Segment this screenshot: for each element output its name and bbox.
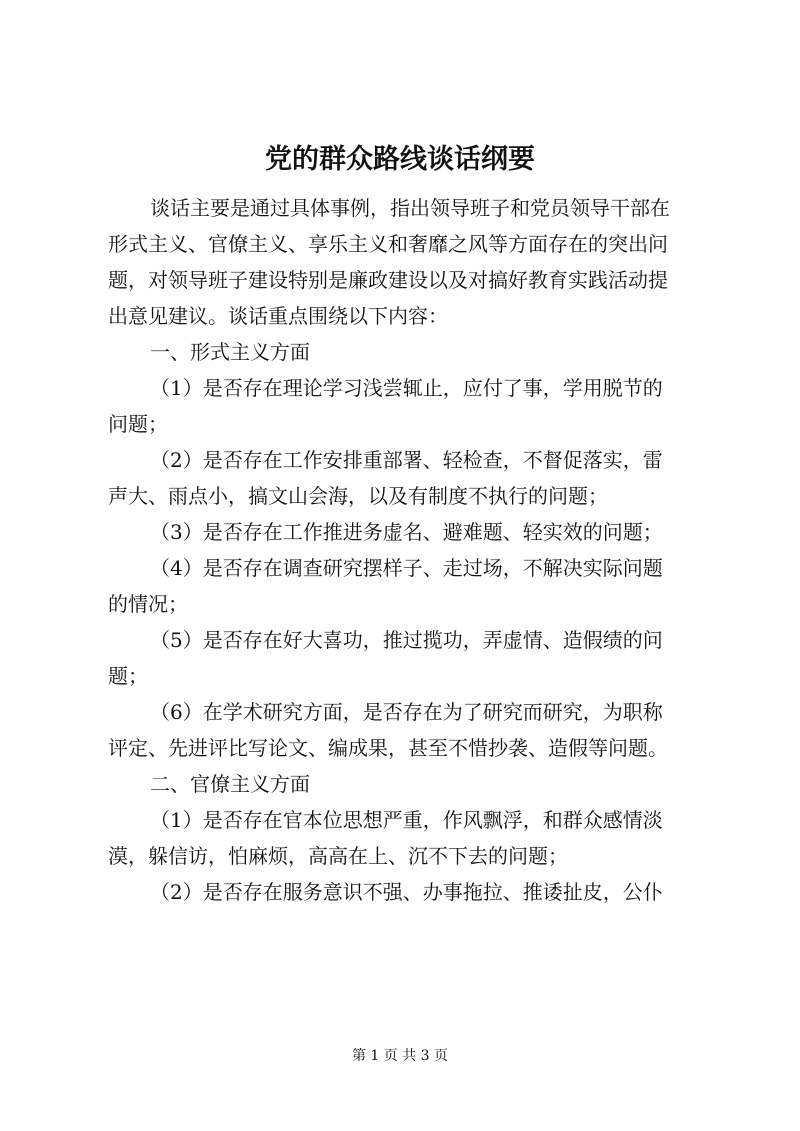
document-title: 党的群众路线谈话纲要 <box>265 144 535 175</box>
text-line: 的情况； <box>108 592 188 616</box>
text-line: （2）是否存在服务意识不强、办事拖拉、推诿扯皮，公仆 <box>150 880 663 904</box>
text-line: 谈话主要是通过具体事例，指出领导班子和党员领导干部在 <box>150 196 670 220</box>
text-line: 评定、先进评比写论文、编成果，甚至不惜抄袭、造假等问题。 <box>108 736 668 760</box>
text-line: （1）是否存在官本位思想严重，作风飘浮，和群众感情淡 <box>150 808 663 832</box>
text-line: （3）是否存在工作推进务虚名、避难题、轻实效的问题； <box>150 520 663 544</box>
page-number-footer: 第 1 页 共 3 页 <box>351 1048 449 1064</box>
document-body <box>108 190 708 910</box>
text-line: 形式主义、官僚主义、享乐主义和奢靡之风等方面存在的突出问 <box>108 232 668 256</box>
text-line: 出意见建议。谈话重点围绕以下内容： <box>108 304 448 328</box>
section-heading-bureaucratism: 二、官僚主义方面 <box>150 772 310 796</box>
text-line: 题，对领导班子建设特别是廉政建设以及对搞好教育实践活动提 <box>108 268 668 292</box>
text-line: （6）在学术研究方面，是否存在为了研究而研究，为职称 <box>150 700 663 724</box>
text-line: （4）是否存在调查研究摆样子、走过场，不解决实际问题 <box>150 556 663 580</box>
text-line: 漠，躲信访，怕麻烦，高高在上、沉不下去的问题； <box>108 844 568 868</box>
text-line: （5）是否存在好大喜功，推过揽功，弄虚情、造假绩的问 <box>150 628 663 652</box>
text-line: 声大、雨点小，搞文山会海，以及有制度不执行的问题； <box>108 484 608 508</box>
text-line: （2）是否存在工作安排重部署、轻检查，不督促落实，雷 <box>150 448 663 472</box>
section-heading-formalism: 一、形式主义方面 <box>150 340 310 364</box>
text-line: 问题； <box>108 412 168 436</box>
text-line: （1）是否存在理论学习浅尝辄止，应付了事，学用脱节的 <box>150 376 663 400</box>
text-line: 题； <box>108 664 148 688</box>
